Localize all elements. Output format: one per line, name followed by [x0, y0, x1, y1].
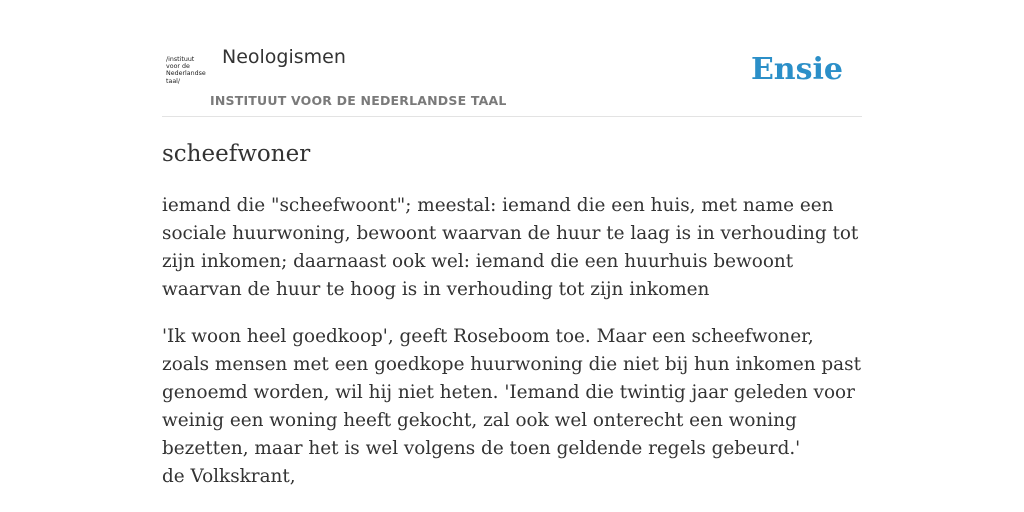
- site-title[interactable]: Neologismen: [222, 46, 346, 68]
- logo-line: taal/: [166, 77, 181, 85]
- site-subtitle: INSTITUUT VOOR DE NEDERLANDSE TAAL: [210, 93, 507, 108]
- header: [162, 0, 862, 117]
- logo-line: voor de: [166, 63, 190, 71]
- institute-logo[interactable]: [166, 56, 208, 88]
- example-quote: 'Ik woon heel goedkoop', geeft Roseboom toe. Maar een scheefwoner, zoals mensen met een goedkope huurwoning die niet bij hun inkomen past genoemd worden, wil hij niet heten. 'Iemand die twintig jaar geleden voor weinig een woning heeft gekocht, zal ook wel onterecht een woning bezetten, maar het is wel volgens de toen geldende regels gebeurd.': [162, 326, 861, 459]
- entry-example: [162, 323, 862, 491]
- logo-line: Nederlandse: [166, 70, 206, 78]
- ensie-brand-link[interactable]: Ensie: [750, 52, 843, 87]
- entry-term: scheefwoner: [162, 141, 311, 167]
- entry-card: [162, 0, 862, 512]
- entry-definition: iemand die "scheefwoont"; meestal: iemand die een huis, met name een sociale huurwoning, bewoont waarvan de huur te laag is in verhouding tot zijn inkomen; daarnaast ook wel: iemand die een huurhuis bewoont waarvan de huur te hoog is in verhouding tot zijn inkomen: [162, 195, 859, 300]
- logo-line: /instituut: [166, 56, 195, 63]
- example-source: de Volkskrant,: [162, 466, 296, 487]
